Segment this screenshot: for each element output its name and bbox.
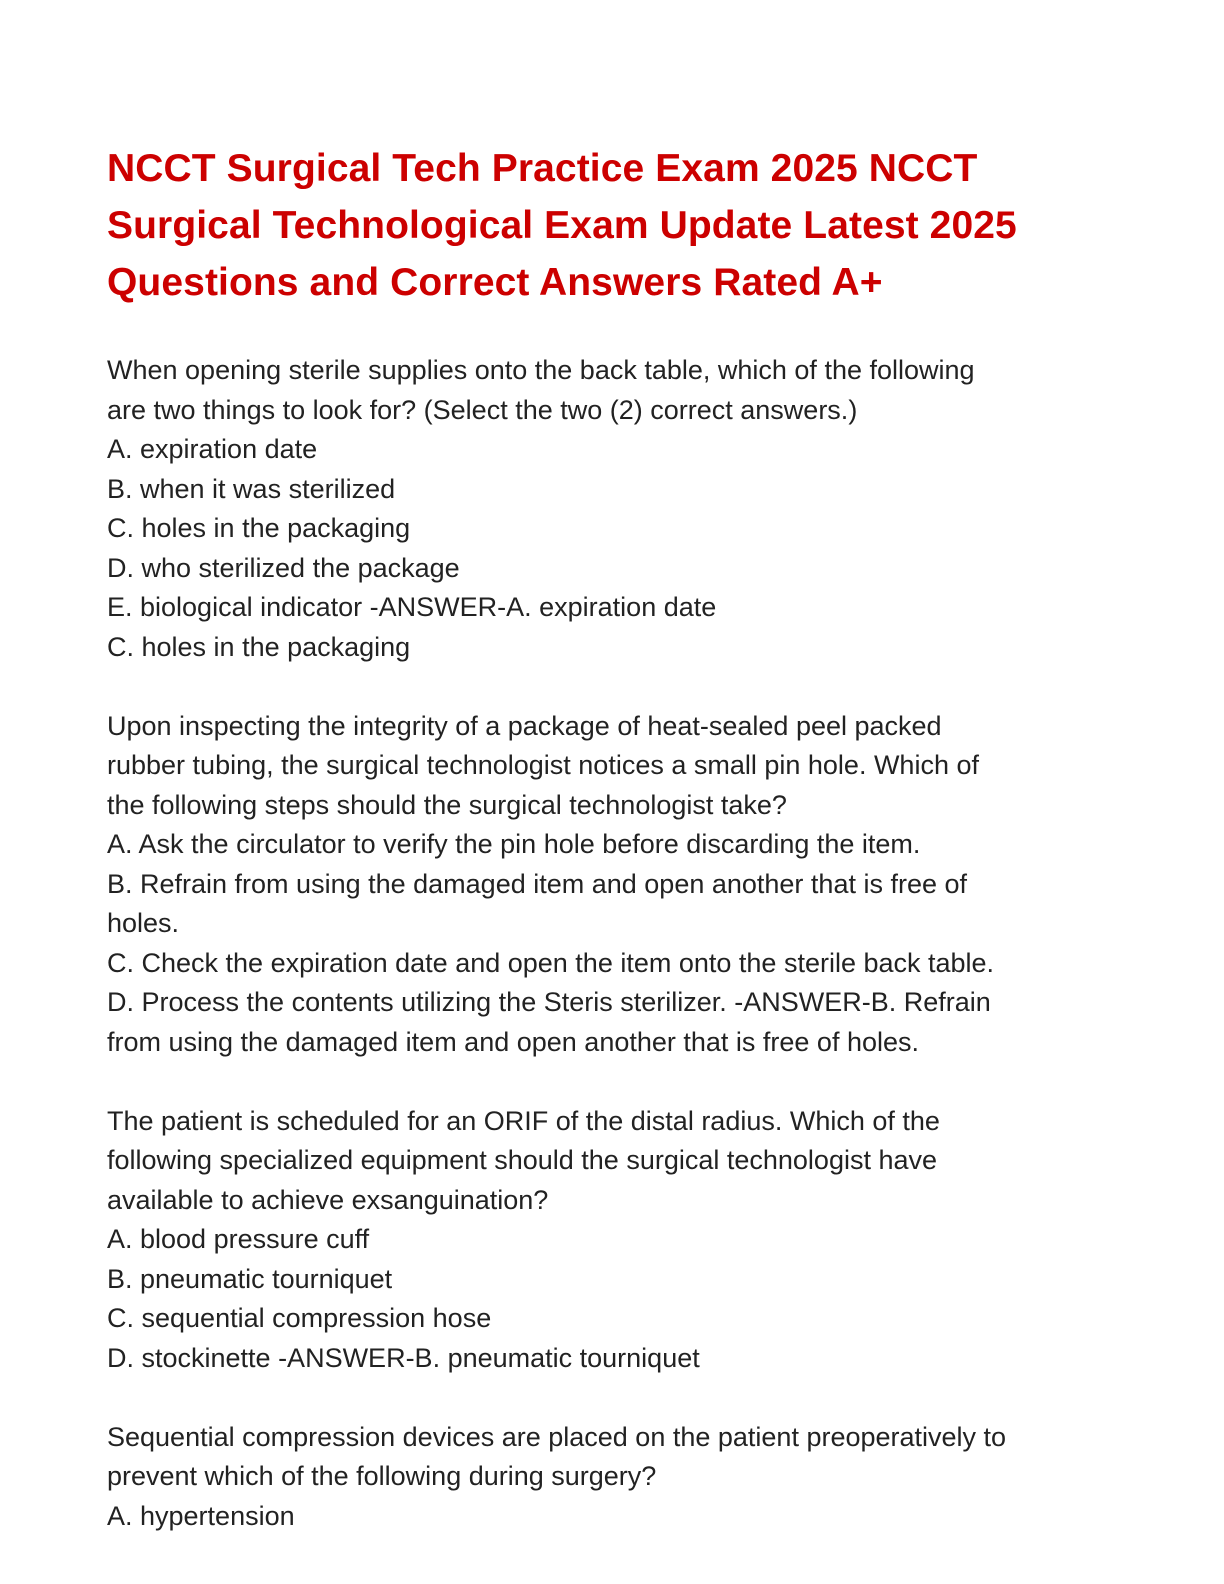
answer-option: E. biological indicator -ANSWER-A. expiration date [107, 592, 717, 622]
answer-option: holes. [107, 908, 180, 938]
question-line: Sequential compression devices are placed on the patient preoperatively to [107, 1421, 1007, 1452]
answer-option: D. stockinette -ANSWER-B. pneumatic tourniquet [107, 1342, 700, 1373]
question-block-4 [107, 1418, 1117, 1537]
answer-option: D. Process the contents utilizing the Steris sterilizer. -ANSWER-B. Refrain [107, 987, 991, 1017]
answer-line: from using the damaged item and open another that is free of holes. [107, 1026, 920, 1057]
answer-option: C. holes in the packaging [107, 513, 411, 543]
title-line: Questions and Correct Answers Rated A+ [107, 261, 883, 304]
question-block-2 [107, 707, 1117, 1063]
title-line: Surgical Technological Exam Update Latest 2025 [107, 204, 1017, 247]
document-body [107, 351, 1117, 1536]
answer-option: C. Check the expiration date and open the item onto the sterile back table. [107, 947, 995, 978]
question-block-3 [107, 1102, 1117, 1379]
answer-option: A. hypertension [107, 1500, 295, 1531]
question-line: Upon inspecting the integrity of a package of heat-sealed peel packed [107, 710, 942, 741]
question-line: the following steps should the surgical technologist take? [107, 789, 787, 820]
document-page [107, 140, 1117, 1576]
question-line: available to achieve exsanguination? [107, 1184, 549, 1215]
question-line: prevent which of the following during surgery? [107, 1461, 657, 1491]
question-line: are two things to look for? (Select the two (2) correct answers.) [107, 394, 858, 425]
answer-option: D. who sterilized the package [107, 552, 460, 583]
title-line: NCCT Surgical Tech Practice Exam 2025 NCCT [107, 147, 978, 190]
question-line: The patient is scheduled for an ORIF of the distal radius. Which of the [107, 1105, 940, 1136]
answer-option: B. Refrain from using the damaged item and open another that is free of [107, 868, 968, 899]
question-line: following specialized equipment should the surgical technologist have [107, 1145, 938, 1175]
answer-option: C. sequential compression hose [107, 1303, 492, 1333]
answer-option: A. expiration date [107, 434, 318, 464]
document-title [107, 140, 1117, 311]
answer-option: A. Ask the circulator to verify the pin hole before discarding the item. [107, 829, 921, 859]
question-line: rubber tubing, the surgical technologist notices a small pin hole. Which of [107, 750, 979, 780]
question-block-1 [107, 351, 1117, 667]
answer-option: A. blood pressure cuff [107, 1224, 370, 1254]
answer-option: B. pneumatic tourniquet [107, 1263, 393, 1294]
answer-line: C. holes in the packaging [107, 631, 411, 662]
question-line: When opening sterile supplies onto the back table, which of the following [107, 355, 975, 385]
answer-option: B. when it was sterilized [107, 473, 396, 504]
